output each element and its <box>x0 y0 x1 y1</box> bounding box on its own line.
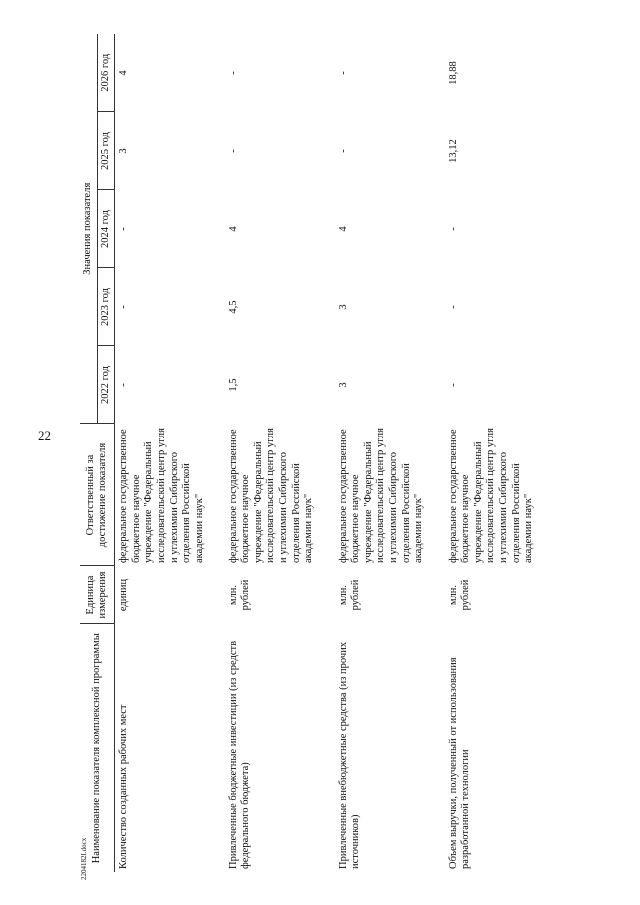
value-2023: 3 <box>337 304 349 310</box>
value-2023: 4,5 <box>227 300 239 314</box>
value-2025: 3 <box>118 148 130 154</box>
indicator-unit: единиц <box>118 578 130 612</box>
table-row <box>225 34 335 872</box>
header-indicator-name: Наименование показателя комплексной программы <box>80 624 115 872</box>
indicator-responsible: федеральное государственное бюджетное научное учреждение "Федеральный исследовательский центр угля и углехимии Сибирского отделения Российской академии наук" <box>337 428 425 563</box>
indicator-unit: млн. рублей <box>447 579 472 611</box>
header-values-group: Значения показателя <box>80 34 97 424</box>
value-2024: 4 <box>227 226 239 232</box>
indicator-unit: млн. рублей <box>227 579 252 611</box>
value-2026: - <box>227 71 239 75</box>
indicator-name: Привлеченные внебюджетные средства (из прочих источников) <box>337 641 362 869</box>
value-2022: 3 <box>337 382 349 388</box>
indicator-name: Объем выручки, полученный от использования разработанной технологии <box>447 657 472 869</box>
header-unit: Единица измерения <box>80 566 115 624</box>
indicator-unit: млн. рублей <box>337 579 362 611</box>
page-number: 22 <box>38 428 51 443</box>
table-row <box>335 34 445 872</box>
header-year-2024: 2024 год <box>97 190 115 268</box>
header-year-2026: 2026 год <box>97 34 115 112</box>
header-year-2023: 2023 год <box>97 268 115 346</box>
indicator-name: Привлеченные бюджетные инвестиции (из средств федерального бюджета) <box>227 640 252 869</box>
header-responsible: Ответственный за достижение показателя <box>80 424 115 566</box>
indicator-responsible: федеральное государственное бюджетное научное учреждение "Федеральный исследовательский центр угля и углехимии Сибирского отделения Российской академии наук" <box>227 428 315 563</box>
value-2025: - <box>337 149 349 153</box>
value-2026: 4 <box>118 70 130 76</box>
value-2025: - <box>227 149 239 153</box>
value-2022: - <box>118 383 130 387</box>
value-2023: - <box>447 305 459 309</box>
value-2024: 4 <box>337 226 349 232</box>
header-year-2022: 2022 год <box>97 346 115 424</box>
value-2026: 18,88 <box>447 61 459 85</box>
program-indicators-table <box>80 34 540 872</box>
table-row <box>445 34 540 872</box>
document-code: 2204182I.docx <box>80 837 88 880</box>
indicator-responsible: федеральное государственное бюджетное научное учреждение "Федеральный исследовательский центр угля и углехимии Сибирского отделения Российской академии наук" <box>118 428 205 563</box>
table-row <box>115 34 225 872</box>
value-2024: - <box>118 227 130 231</box>
header-year-2025: 2025 год <box>97 112 115 190</box>
indicator-name: Количество созданных рабочих мест <box>118 704 130 869</box>
value-2026: - <box>337 71 349 75</box>
value-2022: - <box>447 383 459 387</box>
value-2024: - <box>447 227 459 231</box>
value-2022: 1,5 <box>227 378 239 392</box>
rotated-page-content <box>80 34 535 872</box>
indicator-responsible: федеральное государственное бюджетное научное учреждение "Федеральный исследовательский центр угля и углехимии Сибирского отделения Российской академии наук" <box>447 428 535 563</box>
value-2023: - <box>118 305 130 309</box>
value-2025: 13,12 <box>447 139 459 163</box>
